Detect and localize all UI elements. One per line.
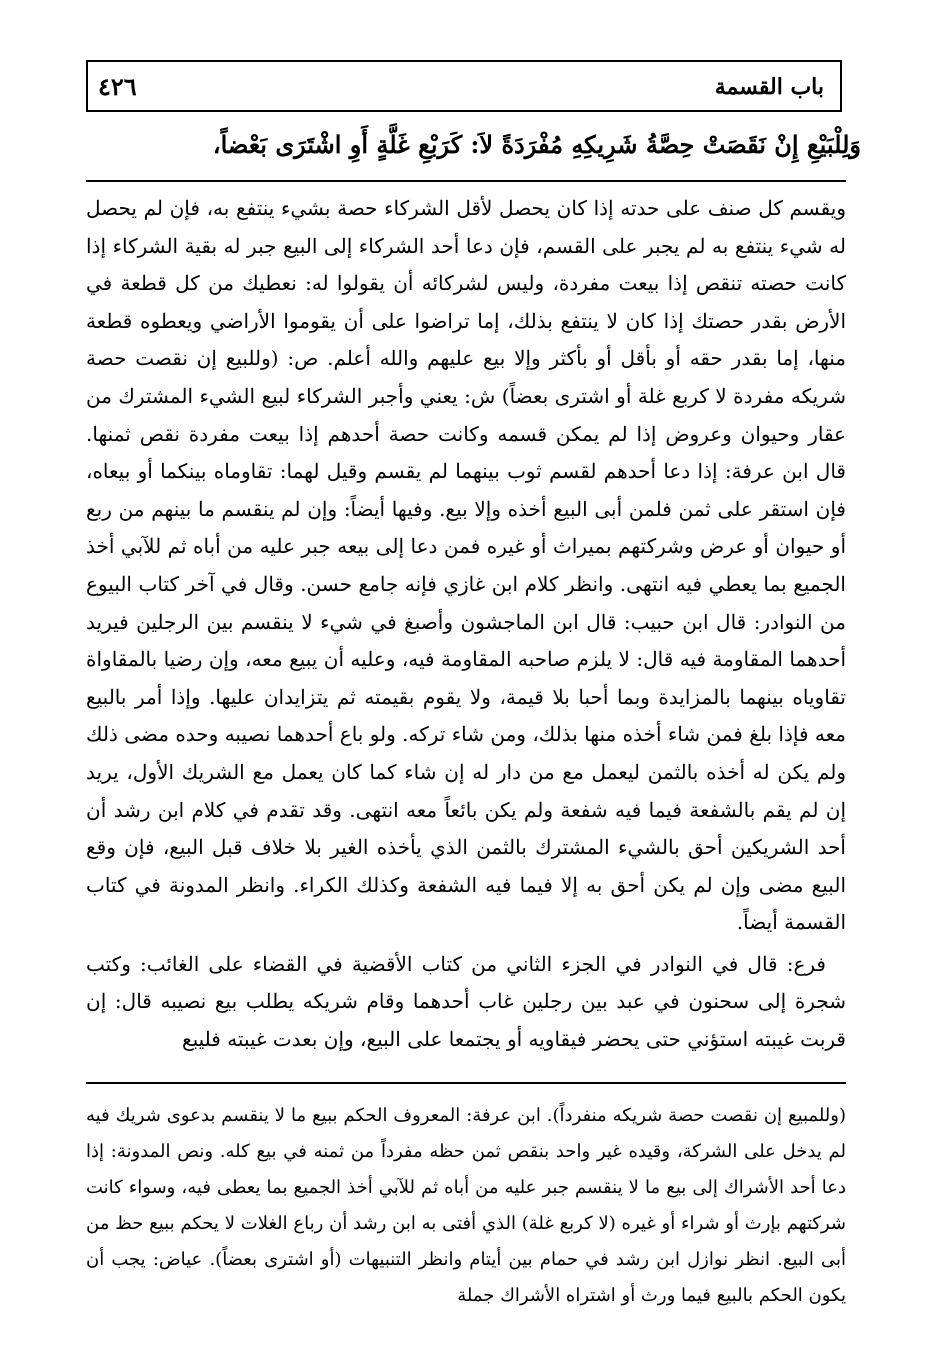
footnote-section bbox=[86, 1098, 846, 1314]
commentary-paragraph: ويقسم كل صنف على حدته إذا كان يحصل لأقل الشركاء حصة بشيء ينتفع به، فإن لم يحصل له شيء ينتفع به لم يجبر على القسم، فإن دعا أحد الشركاء إلى البيع جبر له بقية الشركاء إذا كانت حصته تنقص إذا بيعت مفردة، وليس لشركائه أن يقولوا له: نعطيك من كل قطعة في الأرض بقدر حصتك إذا كان لا ينتفع بذلك، إما تراضوا على أن يقوموا الأراضي ويعطوه قطعة منها، إما بقدر حقه أو بأقل أو بأكثر وإلا بيع عليهم والله أعلم. ص: (وللبيع إن نقصت حصة شريكه مفردة لا كربع غلة أو اشترى بعضاً) ش: يعني وأجبر الشركاء لبيع الشيء المشترك من عقار وحيوان وعروض إذا لم يمكن قسمه وكانت حصة أحدهم إذا بيعت مفردة نقص ثمنها. قال ابن عرفة: إذا دعا أحدهم لقسم ثوب بينهما لم يقسم وقيل لهما: تقاوماه بينكما أو بيعاه، فإن استقر على ثمن فلمن أبى البيع أخذه وإلا بيع. وفيها أيضاً: وإن لم ينقسم ما بينهم من ربع أو حيوان أو عرض وشركتهم بميراث أو غيره فمن دعا إلى بيعه جبر عليه من أباه ثم للآبي أخذ الجميع بما يعطي فيه انتهى. وانظر كلام ابن غازي فإنه جامع حسن. وقال في آخر كتاب البيوع من النوادر: قال ابن حبيب: قال ابن الماجشون وأصبغ في شيء لا ينقسم بين الرجلين فيريد أحدهما المقاومة فيه قال: لا يلزم صاحبه المقاومة فيه، وعليه أن يبيع معه، وإن رضيا بالمقاواة تقاوياه بينهما بالمزايدة وبما أحبا بلا قيمة، ولا يقوم بقيمته ثم يتزايدان عليها. وإذا أمر بالبيع معه فإذا بلغ فمن شاء أخذه منها بذلك، ومن شاء تركه. ولو باع أحدهما نصيبه وحده مضى ذلك ولم يكن له أخذه بالثمن ليعمل مع من دار له إن شاء كما كان يعمل مع الشريك الأول، يريد إن لم يقم بالشفعة فيما فيه شفعة ولم يكن بائعاً معه انتهى. وقد تقدم في كلام ابن رشد أن أحد الشريكين أحق بالشيء المشترك بالثمن الذي يأخذه الغير بلا خلاف قبل البيع، فإن وقع البيع مضى وإن لم يكن أحق به إلا فيما فيه الشفعة وكذلك الكراء. وانظر المدونة في كتاب القسمة أيضاً. bbox=[86, 196, 846, 935]
commentary-paragraph: فرع: قال في النوادر في الجزء الثاني من كتاب الأقضية في القضاء على الغائب: وكتب شجرة إلى سحنون في عبد بين رجلين غاب أحدهما وقام شريكه يطلب بيع نصيبه قال: إن قربت غيبته استؤني حتى يحضر فيقاويه أو يجتمعا على البيع، وإن بعدت غيبته فليبع bbox=[86, 951, 846, 1052]
main-commentary bbox=[86, 190, 846, 1059]
matn-text: وَلِلْبَيْعِ إِنْ نَقَصَتْ حِصَّةُ شَرِيكِهِ مُفْرَدَةً لاَ: كَرَبْعِ غَلَّةٍ أَوِ اشْتَرَى بَعْضاً، bbox=[212, 130, 861, 159]
page-header bbox=[86, 60, 842, 112]
footnote-divider bbox=[86, 1082, 846, 1084]
page-number: ٤٢٦ bbox=[98, 72, 137, 101]
chapter-title: باب القسمة bbox=[714, 74, 824, 100]
footnote-paragraph: (وللمبيع إن نقصت حصة شريكه منفرداً). ابن عرفة: المعروف الحكم ببيع ما لا ينقسم بدعوى شريك فيه لم يدخل على الشركة، وقيده غير واحد بنقص ثمن حظه مفرداً من ثمنه في بيع كله. ونص المدونة: إذا دعا أحد الأشراك إلى بيع ما لا ينقسم جبر عليه من أباه ثم للآبي أخذ الجميع بما يعطى فيه، وسواء كانت شركتهم بإرث أو شراء أو غيره (لا كربع غلة) الذي أفتى به ابن رشد أن رباع الغلات لا يحكم ببيع حظ من أبى البيع. انظر نوازل ابن رشد في حمام بين أيتام وانظر التنبيهات (أو اشترى بعضاً). عياض: يجب أن يكون الحكم بالبيع فيما ورث أو اشتراه الأشراك جملة bbox=[86, 1105, 846, 1306]
top-divider bbox=[86, 180, 846, 182]
